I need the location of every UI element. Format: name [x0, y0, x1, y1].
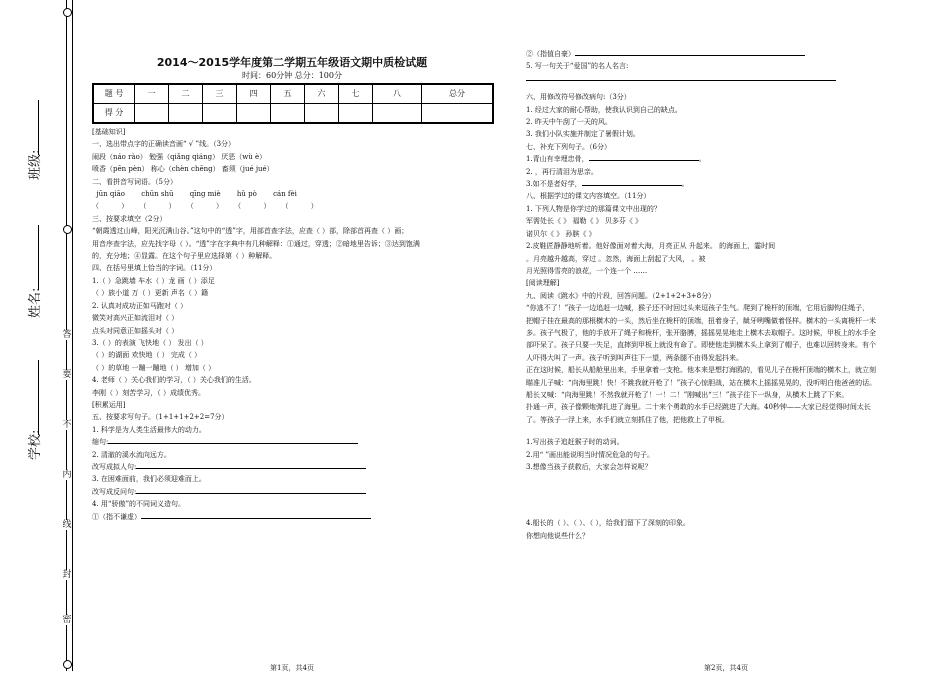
passage-line: 瞄准儿子喊：“向海里跳！快！不跳我就开枪了！”孩子心惊胆战，站在横木上摇摇晃晃的，没听明白他爸爸的话。 — [526, 378, 877, 387]
section-label: [基础知识] — [92, 128, 126, 136]
question-heading: 四、在括号里填上恰当的字词。（11分） — [92, 264, 217, 273]
passage-line: 多。孩子气极了，他的手放开了绳子和桅杆，张开胳膊，摇摇晃晃地走上横木去取帽子。这时候，甲板上的水手全 — [526, 328, 876, 337]
question-text: 用音序查字法，应先找字母（ ）。“透”字在字典中有几种解释：①通过，穿透；②暗地里告诉；③达到饱满 — [92, 239, 420, 248]
question-text: 诺贝尔《 》 孙膑《 》 — [526, 229, 596, 238]
question-heading: 一、选出带点字的正确读音画“ √ ”线。（3分） — [92, 140, 236, 149]
score-header: 六 — [305, 84, 339, 104]
seal-char: 答 — [62, 330, 72, 340]
score-header: 题 号 — [93, 84, 135, 104]
score-header: 八 — [373, 84, 422, 104]
score-cell[interactable] — [203, 104, 237, 124]
prompt: 3.如不是者好学， — [526, 180, 582, 189]
question-text: 1.写出孩子追赶猴子时的动词。 — [526, 438, 624, 447]
school-label: 学校: — [28, 429, 43, 460]
question-text: 李刚（ ）刻苦学习，（ ）成绩优秀。 — [92, 388, 205, 397]
pinyin: jūn qiāo — [96, 190, 125, 199]
question-text: 点头对同意正如摇头对（ ） — [92, 326, 179, 335]
score-header: 四 — [237, 84, 271, 104]
question-text: 1. 经过大家的耐心帮助，使我认识到自己的缺点。 — [526, 105, 682, 114]
score-cell[interactable] — [305, 104, 339, 124]
passage-line: “你逃不了！”孩子一边追赶一边喊，猴子还不时回过头来逗孩子生气。爬到了桅杆的顶端，它用后脚钩住绳子， — [526, 304, 870, 313]
seal-char: 内 — [62, 470, 72, 480]
question-text: 2.用“ ”画出能说明当时情况危急的句子。 — [526, 450, 655, 459]
pinyin: hǔ pò — [236, 190, 257, 199]
score-cell[interactable] — [422, 104, 494, 124]
binding-line — [72, 0, 73, 671]
binding-circle — [63, 660, 72, 669]
question-heading: 九、阅读《跳水》中的片段，回答问题。（2+1+2+3+8分） — [526, 291, 716, 300]
section-label: [阅读理解] — [526, 279, 560, 288]
score-table — [92, 83, 494, 124]
question-text: 的，充分地；④显露。在这个句子里应选择第（ ）种解释。 — [92, 252, 277, 261]
score-header: 七 — [339, 84, 373, 104]
question-heading: 五、按要求写句子。（1+1+1+2+2=7分） — [92, 413, 229, 422]
score-header: 三 — [203, 84, 237, 104]
answer-line-row: 1.青山有幸埋忠骨， 。 — [526, 155, 706, 164]
class-label: 班级: — [28, 149, 43, 180]
question-text: 。月亮越升越高，穿过 。忽然，海面上刮起了大风， 。被 — [526, 254, 706, 263]
answer-line-row — [92, 486, 492, 498]
prompt: 改写成反问句: — [92, 487, 137, 496]
question-text: 军需处长《 》 福勒《 》 贝多芬《 》 — [526, 217, 643, 226]
question-text: 月光照得雪亮的浪花，一个连一个 …… — [526, 266, 648, 275]
score-header: 一 — [135, 84, 169, 104]
class-field[interactable] — [38, 100, 39, 155]
question-text: 你想向他说些什么？ — [526, 531, 589, 540]
question-heading: 二、看拼音写词语。（5分） — [92, 177, 177, 186]
question-text: 4.船长的（ ）、（ ）、（ ），给我们留下了深刻的印象。 — [526, 519, 690, 528]
score-cell[interactable] — [237, 104, 271, 124]
question-text: （ ）的湖面 欢快地（ ） 完成（ ） — [92, 351, 202, 360]
exam-subtitle: 时间：60分钟 总分：100分 — [242, 71, 342, 80]
question-text: 4. 老师（ ）关心我们的学习，（ ）关心我们的生活。 — [92, 376, 256, 385]
question-text: 3.想像当孩子获救后，大家会怎样说呢？ — [526, 463, 652, 471]
binding-strip — [0, 0, 88, 671]
prompt: 2. ，再行清泪为思亲。 — [526, 167, 598, 176]
answer-line-row — [92, 511, 492, 523]
answer-line-row — [526, 73, 926, 85]
answer-blank[interactable] — [582, 185, 682, 186]
question-text: 4. 用“骄傲”的不同词义造句。 — [92, 500, 186, 509]
answer-line-row — [526, 48, 926, 60]
seal-char: 封 — [62, 570, 72, 580]
answer-line-row — [92, 461, 492, 473]
pinyin: cán fèi — [273, 190, 297, 199]
question-heading: 六、用修改符号修改病句:（3分） — [526, 93, 631, 102]
passage-line: 部吓呆了。孩子只要一失足，直摔到甲板上就没有命了。即使他走到横木头上拿到了帽子，也难以回转身来。有个 — [526, 341, 876, 350]
seal-char: 线 — [62, 520, 72, 530]
answer-blank[interactable] — [141, 518, 371, 519]
question-text: 1.（ ）急跳墙 车水（ ）龙 画（ ）添足 — [92, 276, 215, 285]
answer-blank[interactable] — [136, 468, 366, 469]
seal-char: 密 — [62, 615, 72, 625]
answer-blank[interactable] — [526, 80, 836, 81]
page-footer: 第2页，共4页 — [704, 663, 748, 672]
score-cell[interactable] — [271, 104, 305, 124]
score-header: 五 — [271, 84, 305, 104]
question-text: “朝霞透过山峰，阳光沉满山谷。”这句中的“透”字，用部首查字法，应查（ ）部，除部首再查（ ）画； — [92, 227, 409, 236]
question-text: 1. 下列人物是你学过的那篇课文中出现的？ — [526, 204, 661, 213]
passage-line: 了。等孩子一浮上来，水手们就立刻抓住了他，把他救上了甲板。 — [526, 415, 729, 424]
exam-title: 2014～2015学年度第二学期五年级语文期中质检试题 — [156, 56, 428, 69]
prompt: 缩句: — [92, 438, 109, 447]
passage-line: 扑通一声，孩子像颗炮弹扎进了海里。二十来个勇敢的水手已经跳进了大海。40秒钟——大家已经觉得时间太长 — [526, 403, 871, 412]
seal-char: 要 — [62, 370, 72, 380]
question-text: 闹段（náo rào） 勉强（qiǎng qiáng） 厌恶（wù è） — [92, 152, 267, 161]
name-field[interactable] — [38, 225, 39, 290]
question-text: （ ）的草地 一蹦一蹦地（ ） 增加（ ） — [92, 363, 216, 372]
pinyin: qīng miè — [189, 190, 221, 199]
page-1 — [92, 48, 492, 672]
passage-line: 正在这时候，船长从船舱里出来，手里拿着一支枪。他本来是想打海鸥的，看见儿子在桅杆顶端的横木上，就立刻 — [526, 366, 876, 375]
question-text: 2.皮鞋匠静静地听着。他好像面对着大海，月亮正从 升起来。 的海面上，霎时间 — [526, 242, 776, 251]
page-2 — [526, 48, 926, 672]
question-heading: 八、根据学过的课文内容填空。（11分） — [526, 192, 651, 201]
answer-boxes-row[interactable]: （ ） （ ） （ ） （ ） （ ） — [92, 202, 318, 211]
binding-circle — [63, 225, 72, 234]
question-text: 5. 写一句关于“爱国”的名人名言: — [526, 62, 629, 71]
answer-blank[interactable] — [589, 160, 699, 161]
score-cell[interactable] — [373, 104, 422, 124]
question-text: 2. 昨天中午刮了一天的风。 — [526, 118, 612, 127]
question-text: 2. 认真对成功正如马跑对（ ） — [92, 301, 188, 310]
answer-line-row — [92, 436, 492, 448]
prompt: 改写成拟人句: — [92, 462, 137, 471]
score-row — [93, 104, 493, 124]
score-header-row — [93, 84, 493, 104]
question-heading: 七、补充下列句子。（6分） — [526, 142, 611, 151]
score-header: 二 — [169, 84, 203, 104]
seal-char: 不 — [62, 420, 72, 430]
score-cell[interactable] — [339, 104, 373, 124]
section-label: [积累运用] — [92, 400, 126, 409]
answer-blank[interactable] — [108, 443, 358, 444]
score-cell[interactable] — [169, 104, 203, 124]
pinyin-row — [92, 188, 492, 200]
score-row-label: 得 分 — [93, 104, 135, 124]
question-text: 2. 清澈的溪水流向远方。 — [92, 450, 171, 459]
question-text: 喷香（pēn pèn） 称心（chèn chēng） 畜须（jué jué） — [92, 165, 274, 174]
question-text: 3.（ ）的表演 飞快地（ ） 发出（ ） — [92, 338, 208, 347]
question-heading: 三、按要求填空（2分） — [92, 214, 167, 223]
question-text: 1. 科学是为人类生活最伟大的动力。 — [92, 425, 206, 434]
answer-blank[interactable] — [136, 493, 366, 494]
passage-line: 人吓得大叫了一声。孩子听到叫声往下一望，两条腿不由得发起抖来。 — [526, 353, 743, 362]
school-field[interactable] — [38, 360, 39, 435]
question-text: 微笑对高兴正如流泪对（ ） — [92, 314, 179, 323]
prompt: ①（指不谦虚） — [92, 512, 141, 521]
score-header: 总分 — [422, 84, 494, 104]
passage-line: 把帽子挂在最高的那根横木的一头，然后坐在桅杆的顶端，扭着身子，龇牙咧嘴做着怪样。横木的一头离桅杆一米 — [526, 316, 876, 325]
name-label: 姓名: — [28, 287, 43, 318]
question-text: 3. 在困难面前，我们必须迎难而上。 — [92, 475, 206, 484]
passage-line: 船长又喊：“向海里跳！不然我就开枪了！一！二！”刚喊出“三！”孩子往下一纵身，从横木上跳了下来。 — [526, 390, 849, 399]
answer-blank[interactable] — [575, 55, 805, 56]
binding-circle — [63, 8, 72, 17]
prompt: 1.青山有幸埋忠骨， — [526, 155, 589, 164]
page-footer: 第1页，共4页 — [270, 663, 314, 672]
pinyin: chūn shū — [141, 190, 174, 199]
answer-line-row — [526, 166, 926, 178]
question-text: 3. 我们小队实施并制定了暑假计划。 — [526, 130, 640, 139]
score-cell[interactable] — [135, 104, 169, 124]
question-text: （ ）族小道 万（ ）更新 声名（ ）籍 — [92, 289, 209, 298]
prompt: ②（指值自豪） — [526, 50, 575, 58]
answer-line-row: 3.如不是者好学， 。 — [526, 180, 689, 189]
